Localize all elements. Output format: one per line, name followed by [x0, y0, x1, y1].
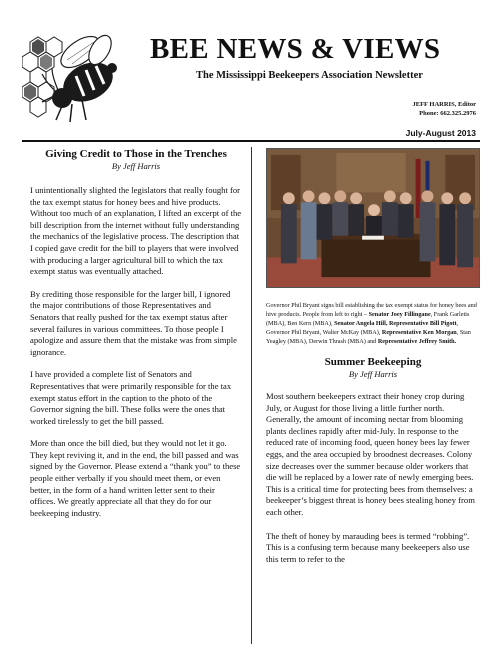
- newsletter-subtitle: The Mississippi Beekeepers Association Newsletter: [196, 70, 423, 81]
- newsletter-title: BEE NEWS & VIEWS: [150, 33, 441, 65]
- photo-caption: [266, 301, 480, 346]
- caption-name: Senator Angela Hill, Representative Bill Pigott: [334, 320, 457, 327]
- editor-name: JEFF HARRIS, Editor: [412, 101, 476, 108]
- caption-text: , Frank Garletts (MBA), Ben Kern (MBA),: [266, 311, 470, 327]
- caption-name: Representative Jeffrey Smith.: [377, 338, 457, 345]
- article-paragraph: Most southern beekeepers extract their honey crop during July, or August for those living a little further north. Generally, the amount of incoming nectar from blooming plants declines rapidly after mid-July. In response to the reduced rate of incoming food, queen honey bees lay fewer eggs, and the area occupied by broodnest decreases. Colony size decreases over the summer because older workers that die will be replaced by a lower rate of newly emerging bees. This is a critical time for protecting bees from themselves: a beekeeper’s biggest threat is honey bees stealing honey from each other.: [266, 391, 475, 517]
- article-title: Summer Beekeeping: [324, 356, 422, 368]
- article-paragraph: The theft of honey by marauding bees is termed “robbing”. This is a confusing term because many beekeepers also use this term to refer to the: [266, 530, 470, 564]
- caption-name: Representative Ken Morgan: [381, 329, 457, 336]
- article-paragraph: I unintentionally slighted the legislators that really fought for the tax exempt status for honey bees and hive products. Without too much of an explanation, I lifted an excerpt of the bill description from the internet without fully understanding the mechanics of the legislative process. The description that I copied gave credit for the bill to players that were involved with producing a larger agricultural bill to which the tax exempt status was eventually attached.: [30, 185, 242, 277]
- article-byline: By Jeff Harris: [111, 161, 161, 171]
- caption-text: , Governor Phil Bryant, Walter McKay (MBA),: [266, 320, 459, 336]
- left-column: [30, 148, 242, 519]
- article-paragraph: By crediting those responsible for the larger bill, I ignored the major contributions of those Representatives and Senators that really pushed for the tax exempt status after several failures in various committees. To those people I apologize and assure them that the mistake was from simple ignorance.: [30, 288, 237, 357]
- article-paragraph: I have provided a complete list of Senators and Representatives that were primarily responsible for the tax exempt status effort in the caption to the photo of the Governor signing the bill. These folks were the ones that worked tirelessly to get the bill passed.: [30, 369, 232, 426]
- article-title: Giving Credit to Those in the Trenches: [45, 148, 227, 160]
- header-divider: [22, 140, 480, 142]
- article-paragraph: More than once the bill died, but they would not let it go. They kept reviving it, and in the end, the bill passed and was signed by the Governor. Please extend a “thank you” to these people either verbally if you should meet them, or even better, in the form of a hand written letter sent to their offices. We greatly appreciate all that they do for our beekeeping industry.: [30, 438, 241, 518]
- right-column: [266, 148, 480, 565]
- caption-text: Governor Phil Bryant signs bill establishing the tax exempt status for honey bees and hive products. People from left to right –: [266, 302, 477, 318]
- article-byline: By Jeff Harris: [348, 369, 398, 379]
- bill-signing-photo: [266, 148, 480, 288]
- caption-name: Senator Joey Fillingane: [368, 311, 431, 318]
- issue-date: July-August 2013: [405, 128, 476, 138]
- caption-text: , Stan Yeagley (MBA), Derwin Thrash (MBA) and: [266, 329, 471, 345]
- editor-phone: Phone: 662.325.2976: [419, 110, 476, 117]
- bee-logo-icon: [22, 30, 128, 128]
- column-divider: [251, 147, 252, 644]
